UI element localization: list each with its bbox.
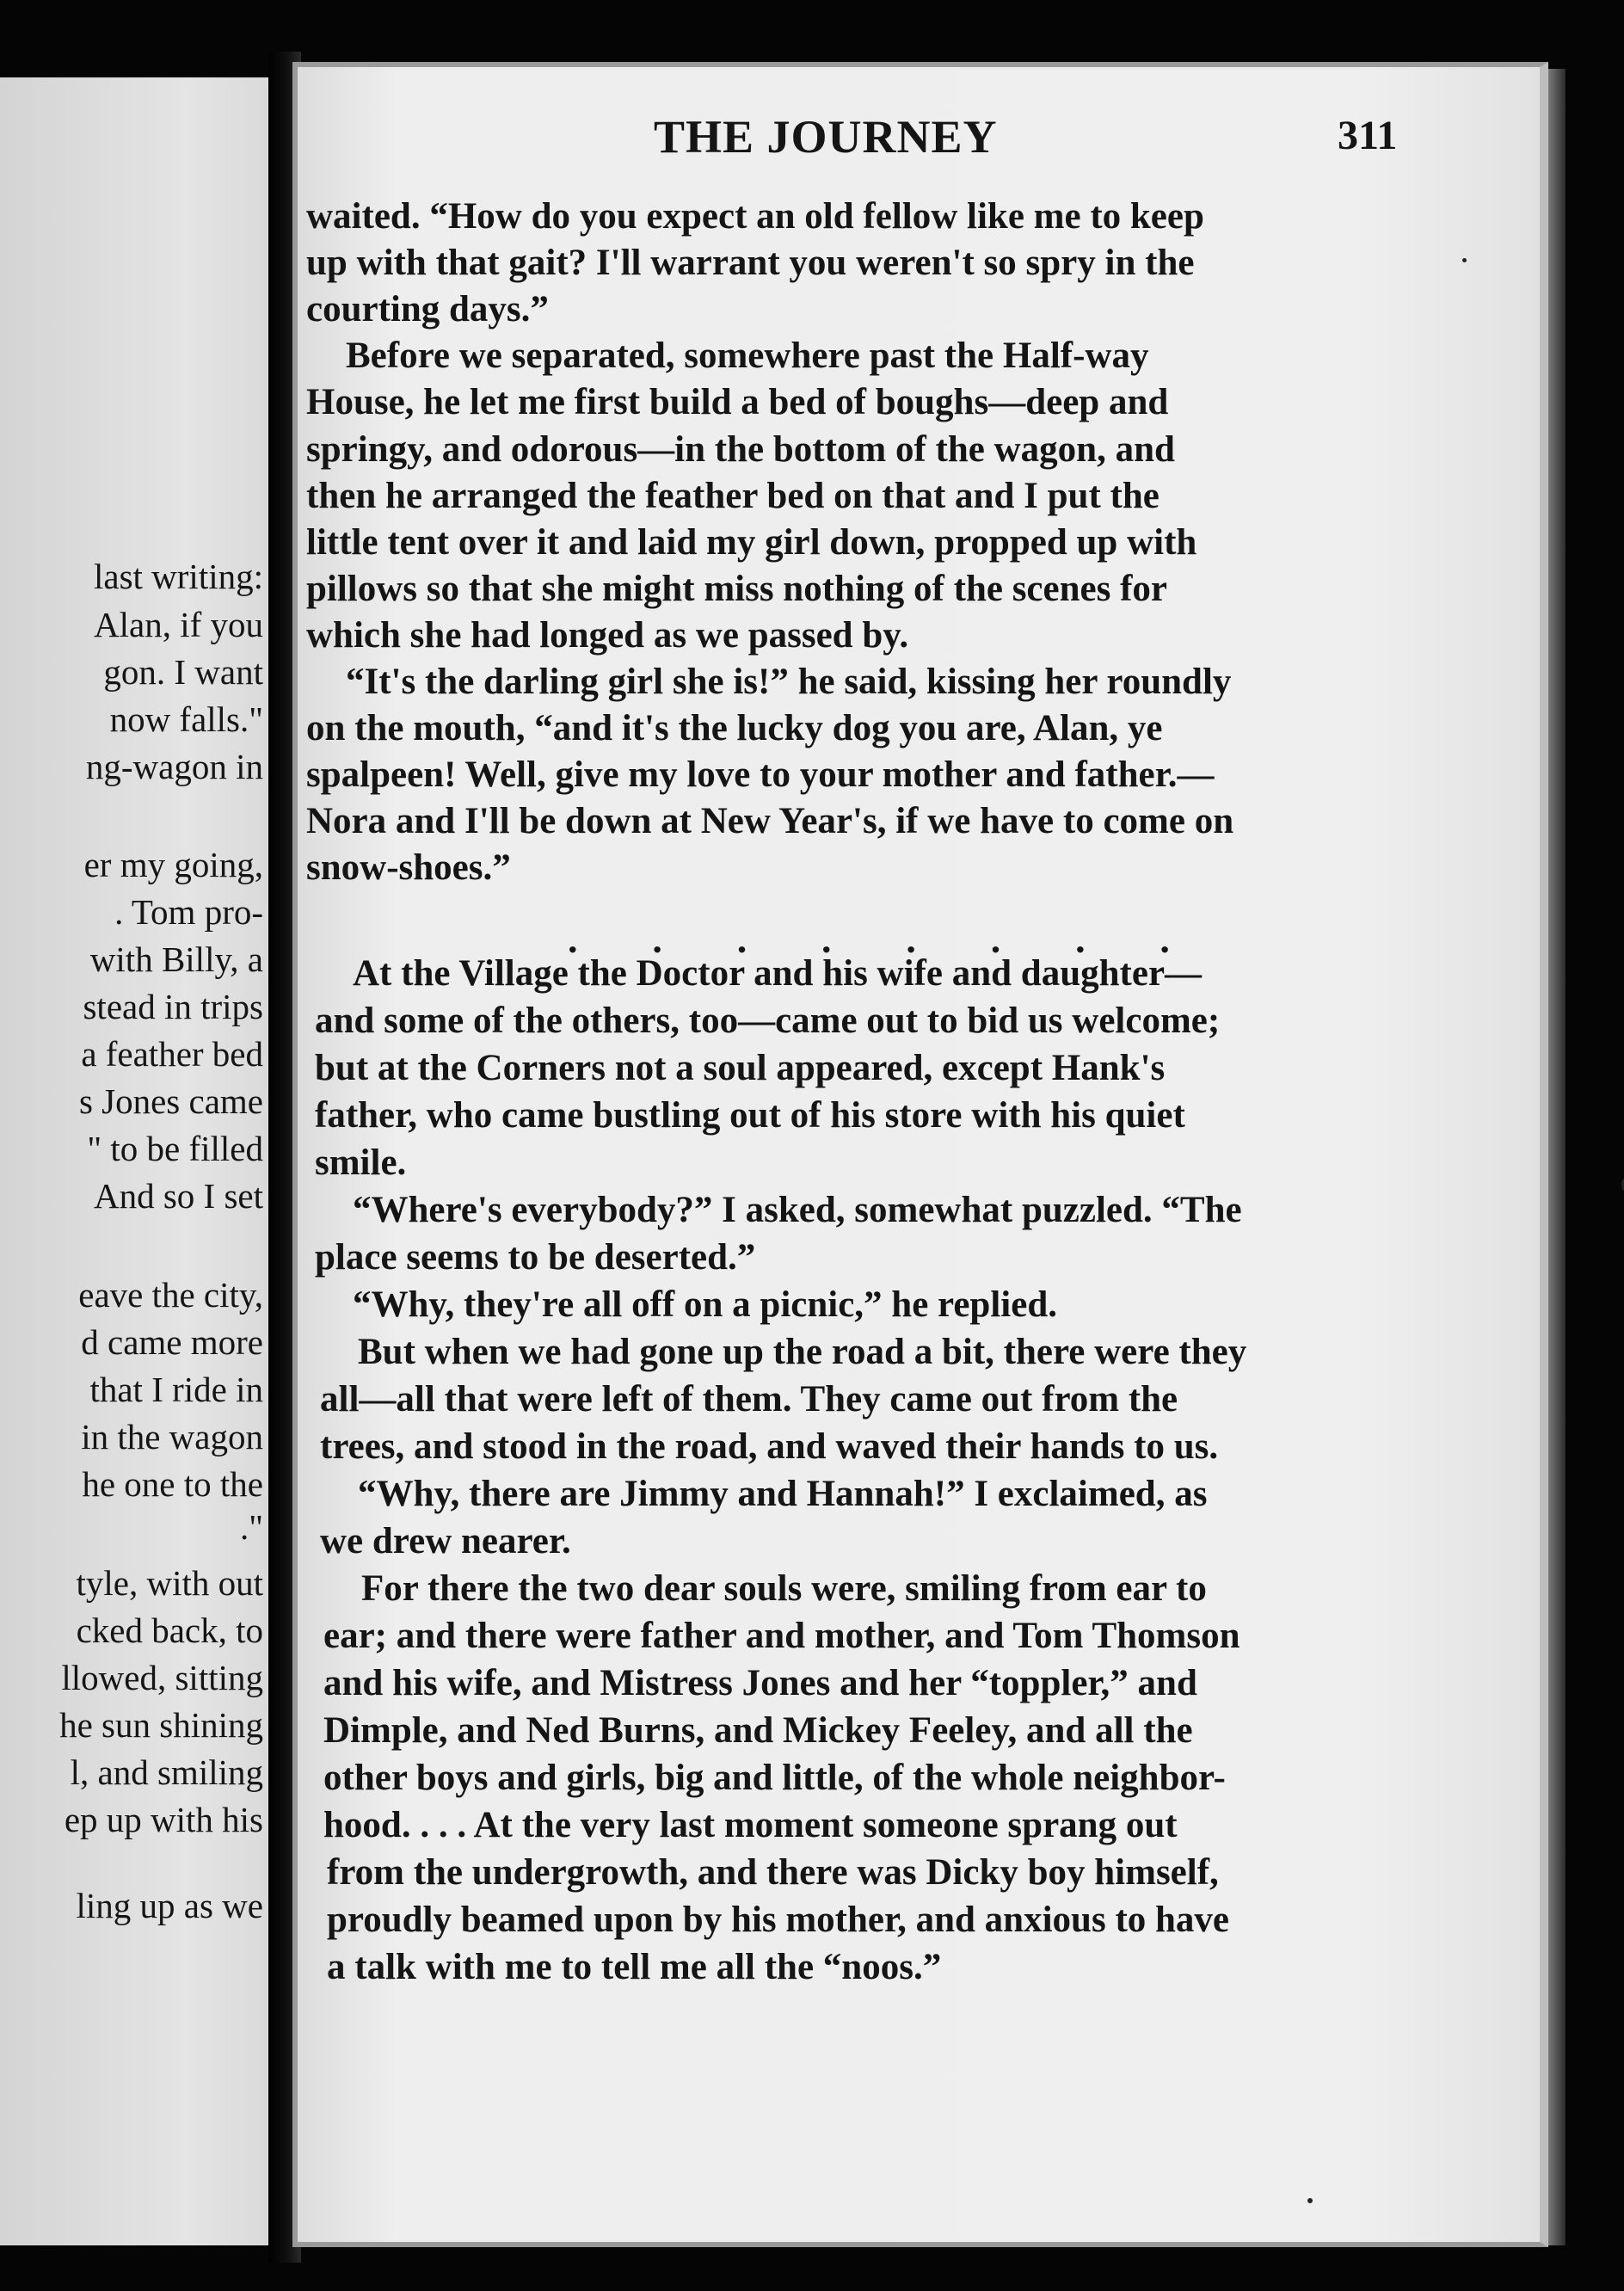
body-text-line: “Why, there are Jimmy and Hannah!” I exclaimed, as <box>358 1474 1208 1514</box>
body-text-line: up with that gait? I'll warrant you weren't so spry in the <box>306 243 1195 283</box>
section-break-dot: . <box>736 917 747 961</box>
left-page-line: ling up as we <box>76 1886 263 1925</box>
left-page-line: eave the city, <box>78 1275 263 1315</box>
section-break-dots <box>568 916 1170 962</box>
section-break-dot: . <box>1160 917 1170 961</box>
body-text-line: waited. “How do you expect an old fellow like me to keep <box>306 196 1204 237</box>
left-page-line: ep up with his <box>64 1800 263 1839</box>
section-break-dot: . <box>1075 917 1086 961</box>
left-page-line: cked back, to <box>76 1610 263 1650</box>
body-text-line: trees, and stood in the road, and waved their hands to us. <box>320 1426 1219 1467</box>
body-text-line: courting days.” <box>306 289 549 329</box>
section-break-dot: . <box>652 917 662 961</box>
body-text-line: then he arranged the feather bed on that and I put the <box>306 476 1160 516</box>
left-page-line: last writing: <box>93 557 263 596</box>
left-page-line: tyle, with out <box>76 1563 263 1603</box>
left-page-fragment <box>0 77 268 2245</box>
body-text-line: For there the two dear souls were, smiling from ear to <box>361 1568 1207 1609</box>
body-text-line: proudly beamed upon by his mother, and anxious to have <box>327 1900 1230 1940</box>
body-text-line: But when we had gone up the road a bit, there were they <box>358 1332 1247 1372</box>
body-text-line: smile. <box>315 1142 407 1183</box>
left-page-line: ng-wagon in <box>85 747 263 786</box>
left-page-line: llowed, sitting <box>61 1658 263 1697</box>
body-text-line: ear; and there were father and mother, and Tom Thomson <box>323 1616 1240 1656</box>
left-page-line: d came more <box>81 1322 263 1362</box>
left-page-line: stead in trips <box>83 987 263 1026</box>
body-text-line: we drew nearer. <box>320 1521 571 1561</box>
left-page-line: he sun shining <box>59 1705 263 1745</box>
body-text-line: snow-shoes.” <box>306 847 511 888</box>
left-page-line: l, and smiling <box>70 1752 263 1792</box>
left-page-line: s Jones came <box>78 1081 263 1121</box>
section-break-dot: . <box>906 917 916 961</box>
body-text-line: a talk with me to tell me all the “noos.” <box>327 1947 942 1987</box>
body-text-line: At the Village the Doctor and his wife and daughter— <box>353 953 1203 994</box>
left-page-line: a feather bed <box>81 1034 263 1074</box>
body-text-line: pillows so that she might miss nothing of the scenes for <box>306 569 1167 609</box>
body-text-line: father, who came bustling out of his store with his quiet <box>315 1095 1185 1136</box>
left-page-line: now falls." <box>109 699 263 739</box>
body-text-line: “Where's everybody?” I asked, somewhat puzzled. “The <box>353 1190 1242 1230</box>
body-text-line: Before we separated, somewhere past the Half-way <box>346 336 1149 376</box>
running-head: THE JOURNEY <box>654 111 998 163</box>
body-text-line: springy, and odorous—in the bottom of the wagon, and <box>306 429 1175 470</box>
body-text-line: hood. . . . At the very last moment someone sprang out <box>323 1805 1178 1845</box>
body-text-line: “It's the darling girl she is!” he said, kissing her roundly <box>346 662 1232 702</box>
section-break-dot: . <box>990 917 1001 961</box>
body-text-line: other boys and girls, big and little, of the whole neighbor- <box>323 1758 1226 1798</box>
body-text-line: and some of the others, too—came out to bid us welcome; <box>315 1001 1221 1041</box>
left-page-line: Alan, if you <box>94 605 263 644</box>
body-text-line: all—all that were left of them. They came out from the <box>320 1379 1178 1420</box>
body-text-line: Nora and I'll be down at New Year's, if we have to come on <box>306 801 1234 841</box>
left-page-line: er my going, <box>83 845 263 884</box>
left-page-line: " to be filled <box>87 1129 263 1168</box>
section-break-dot: . <box>568 917 578 961</box>
body-text-line: Dimple, and Ned Burns, and Mickey Feeley, and all the <box>323 1710 1193 1751</box>
body-text-line: spalpeen! Well, give my love to your mother and father.— <box>306 754 1215 795</box>
page-number: 311 <box>1338 113 1398 158</box>
scan-speck <box>1307 2198 1313 2203</box>
body-text-line: but at the Corners not a soul appeared, except Hank's <box>315 1048 1166 1088</box>
left-page-line: And so I set <box>93 1176 263 1216</box>
section-break-dot: . <box>821 917 832 961</box>
left-page-line: in the wagon <box>81 1417 263 1457</box>
left-page-line: gon. I want <box>103 652 263 692</box>
left-page-line: . Tom pro- <box>114 892 263 932</box>
left-page-line: with Billy, a <box>89 939 263 979</box>
left-page-line: ." <box>240 1507 263 1547</box>
body-text-line: “Why, they're all off on a picnic,” he replied. <box>353 1284 1057 1325</box>
body-text-line: which she had longed as we passed by. <box>306 615 909 656</box>
body-text-line: from the undergrowth, and there was Dicky boy himself, <box>327 1852 1219 1893</box>
left-page-line: he one to the <box>82 1464 263 1504</box>
body-text-line: little tent over it and laid my girl down, propped up with <box>306 522 1197 563</box>
body-text-line: place seems to be deserted.” <box>315 1237 756 1278</box>
body-text-line: House, he let me first build a bed of boughs—deep and <box>306 382 1169 422</box>
scan-speck <box>1462 258 1467 262</box>
body-text-line: on the mouth, “and it's the lucky dog you are, Alan, ye <box>306 708 1163 748</box>
body-text-line: and his wife, and Mistress Jones and her “toppler,” and <box>323 1663 1197 1703</box>
page-edge <box>1548 69 1566 2245</box>
left-page-line: that I ride in <box>89 1370 263 1409</box>
